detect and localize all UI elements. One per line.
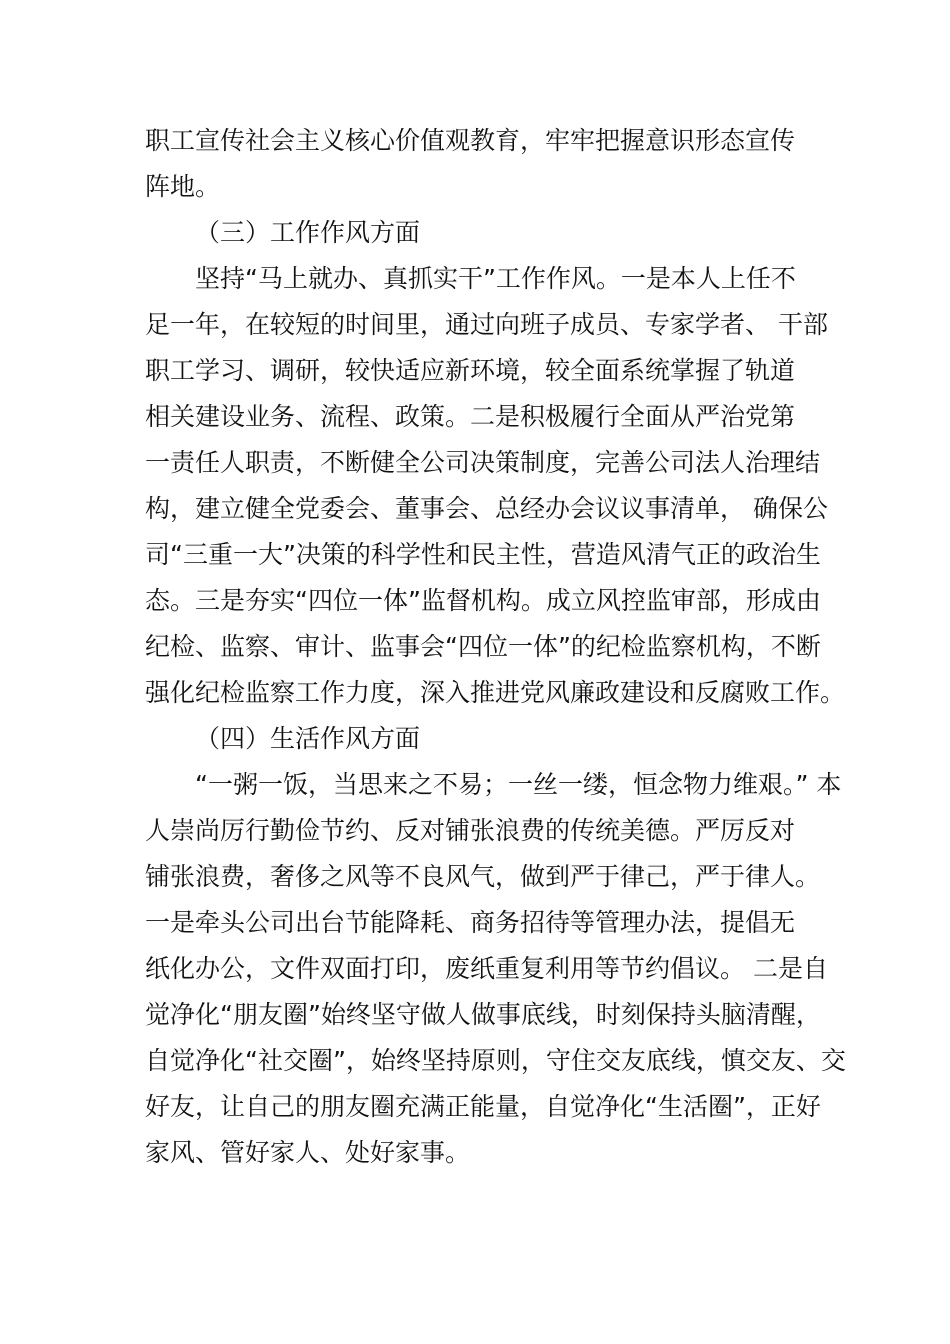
text-line-6: 职工学习、调研，较快适应新环境，较全面系统掌握了轨道 [145,356,796,385]
text-line-5: 足一年，在较短的时间里，通过向班子成员、专家学者、 干部 [145,310,828,339]
text-line-11: 态。三是夯实“四位一体”监督机构。成立风控监审部，形成由 [145,586,821,615]
text-line-16: 人崇尚厉行勤俭节约、反对铺张浪费的传统美德。严厉反对 [145,816,796,845]
text-line-8: 一责任人职责，不断健全公司决策制度，完善公司法人治理结 [145,448,821,477]
text-line-10: 司“三重一大”决策的科学性和民主性，营造风清气正的政治生 [145,540,821,569]
document-body [145,118,846,1176]
text-line-1: 职工宣传社会主义核心价值观教育，牢牢把握意识形态宣传 [145,126,796,155]
text-line-18: 一是牵头公司出台节能降耗、商务招待等管理办法，提倡无 [145,908,796,937]
text-line-12: 纪检、监察、审计、监事会“四位一体”的纪检监察机构，不断 [145,632,821,661]
text-line-2: 阵地。 [145,172,221,201]
text-line-4: 坚持“马上就办、真抓实干”工作作风。一是本人上任不 [195,264,796,293]
text-line-15: “一粥一饭，当思来之不易；一丝一缕，恒念物力维艰。” 本 [195,770,842,799]
text-line-17: 铺张浪费，奢侈之风等不良风气，做到严于律己，严于律人。 [145,862,821,891]
text-line-21: 自觉净化“社交圈”，始终坚持原则，守住交友底线，慎交友、交 [145,1046,846,1075]
text-line-9: 构，建立健全党委会、董事会、总经办会议议事清单， 确保公 [145,494,828,523]
text-line-20: 觉净化“朋友圈”始终坚守做人做事底线，时刻保持头脑清醒， [145,1000,821,1029]
text-line-23: 家风、管好家人、处好家事。 [145,1138,471,1167]
text-line-7: 相关建设业务、流程、政策。二是积极履行全面从严治党第 [145,402,796,431]
section-heading-three: （三）工作作风方面 [195,218,421,247]
text-line-22: 好友，让自己的朋友圈充满正能量，自觉净化“生活圈”，正好 [145,1092,821,1121]
text-line-13: 强化纪检监察工作力度，深入推进党风廉政建设和反腐败工作。 [145,678,846,707]
text-line-19: 纸化办公，文件双面打印，废纸重复利用等节约倡议。 二是自 [145,954,828,983]
section-heading-four: （四）生活作风方面 [195,724,421,753]
